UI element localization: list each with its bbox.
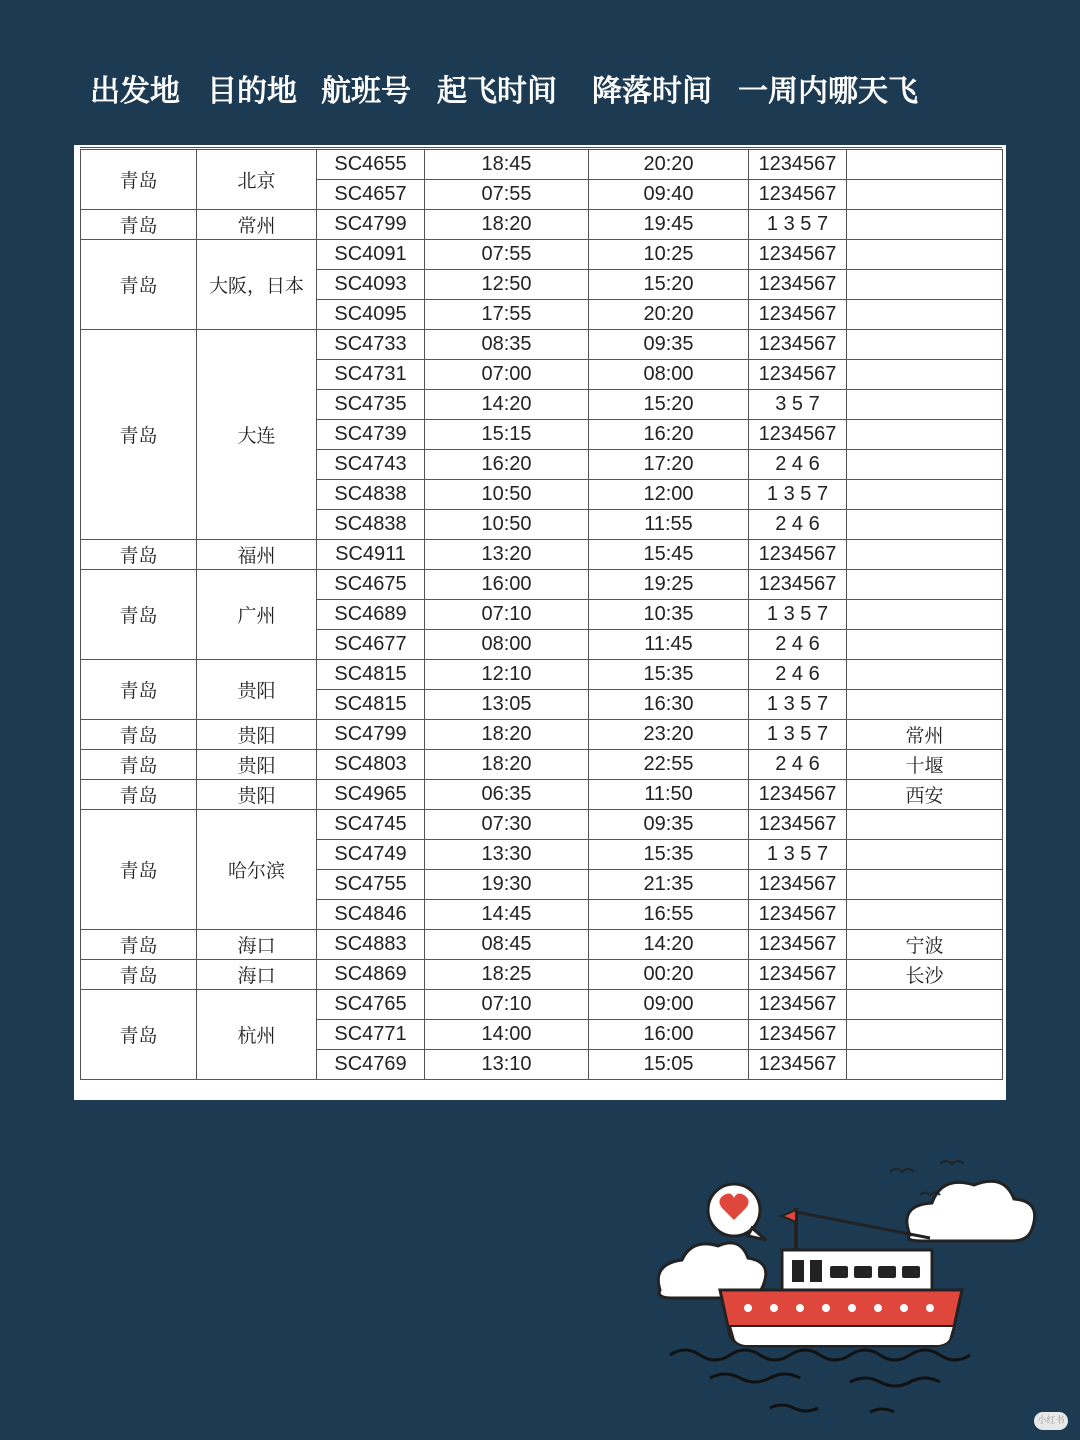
destination-cell: 大阪，日本	[197, 240, 317, 330]
origin-cell: 青岛	[81, 540, 197, 570]
via-stop-cell	[847, 540, 1003, 570]
departure-time-cell: 13:10	[425, 1050, 589, 1080]
weekdays-cell: 1 3 5 7	[749, 690, 847, 720]
table-row	[81, 210, 1003, 240]
weekdays-cell: 1234567	[749, 570, 847, 600]
weekdays-cell: 1234567	[749, 990, 847, 1020]
origin-cell: 青岛	[81, 570, 197, 660]
arrival-time-cell: 19:45	[589, 210, 749, 240]
destination-cell: 海口	[197, 960, 317, 990]
sheet-top-rule	[80, 147, 1002, 148]
via-stop-cell	[847, 870, 1003, 900]
weekdays-cell: 1234567	[749, 540, 847, 570]
table-row	[81, 570, 1003, 600]
departure-time-cell: 10:50	[425, 480, 589, 510]
via-stop-cell	[847, 450, 1003, 480]
arrival-time-cell: 15:05	[589, 1050, 749, 1080]
departure-time-cell: 08:00	[425, 630, 589, 660]
weekdays-cell: 1234567	[749, 900, 847, 930]
via-stop-cell: 宁波	[847, 930, 1003, 960]
origin-cell: 青岛	[81, 150, 197, 210]
weekdays-cell: 1234567	[749, 180, 847, 210]
schedule-sheet	[74, 145, 1006, 1100]
departure-time-cell: 10:50	[425, 510, 589, 540]
flight-number-cell: SC4838	[317, 510, 425, 540]
arrival-time-cell: 09:40	[589, 180, 749, 210]
via-stop-cell	[847, 360, 1003, 390]
table-row	[81, 990, 1003, 1020]
flight-number-cell: SC4735	[317, 390, 425, 420]
via-stop-cell	[847, 150, 1003, 180]
flight-number-cell: SC4689	[317, 600, 425, 630]
origin-cell: 青岛	[81, 750, 197, 780]
departure-time-cell: 18:20	[425, 720, 589, 750]
arrival-time-cell: 20:20	[589, 300, 749, 330]
departure-time-cell: 08:35	[425, 330, 589, 360]
table-row	[81, 330, 1003, 360]
departure-time-cell: 14:00	[425, 1020, 589, 1050]
origin-cell: 青岛	[81, 240, 197, 330]
via-stop-cell: 西安	[847, 780, 1003, 810]
boat-illustration-icon	[640, 1150, 1060, 1430]
weekdays-cell: 1 3 5 7	[749, 210, 847, 240]
departure-time-cell: 12:10	[425, 660, 589, 690]
flight-number-cell: SC4799	[317, 210, 425, 240]
flight-number-cell: SC4799	[317, 720, 425, 750]
via-stop-cell	[847, 210, 1003, 240]
destination-cell: 大连	[197, 330, 317, 540]
arrival-time-cell: 00:20	[589, 960, 749, 990]
via-stop-cell	[847, 480, 1003, 510]
flight-number-cell: SC4803	[317, 750, 425, 780]
weekdays-cell: 1234567	[749, 1020, 847, 1050]
weekdays-cell: 2 4 6	[749, 660, 847, 690]
flight-number-cell: SC4838	[317, 480, 425, 510]
via-stop-cell	[847, 510, 1003, 540]
weekdays-cell: 1234567	[749, 1050, 847, 1080]
flight-number-cell: SC4869	[317, 960, 425, 990]
flight-number-cell: SC4677	[317, 630, 425, 660]
via-stop-cell: 常州	[847, 720, 1003, 750]
flight-number-cell: SC4731	[317, 360, 425, 390]
destination-cell: 海口	[197, 930, 317, 960]
weekdays-cell: 1234567	[749, 780, 847, 810]
arrival-time-cell: 15:20	[589, 390, 749, 420]
origin-cell: 青岛	[81, 810, 197, 930]
departure-time-cell: 14:45	[425, 900, 589, 930]
via-stop-cell	[847, 900, 1003, 930]
origin-cell: 青岛	[81, 930, 197, 960]
arrival-time-cell: 22:55	[589, 750, 749, 780]
flight-number-cell: SC4815	[317, 660, 425, 690]
destination-cell: 贵阳	[197, 750, 317, 780]
flight-number-cell: SC4743	[317, 450, 425, 480]
arrival-time-cell: 09:35	[589, 810, 749, 840]
departure-time-cell: 19:30	[425, 870, 589, 900]
weekdays-cell: 2 4 6	[749, 750, 847, 780]
via-stop-cell	[847, 1050, 1003, 1080]
table-row	[81, 720, 1003, 750]
watermark-badge: 小红书	[1034, 1412, 1068, 1430]
flight-number-cell: SC4769	[317, 1050, 425, 1080]
departure-time-cell: 18:45	[425, 150, 589, 180]
departure-time-cell: 13:05	[425, 690, 589, 720]
flight-number-cell: SC4745	[317, 810, 425, 840]
destination-cell: 贵阳	[197, 720, 317, 750]
table-row	[81, 780, 1003, 810]
departure-time-cell: 07:10	[425, 600, 589, 630]
table-row	[81, 660, 1003, 690]
destination-cell: 常州	[197, 210, 317, 240]
arrival-time-cell: 15:45	[589, 540, 749, 570]
weekdays-cell: 1234567	[749, 870, 847, 900]
via-stop-cell	[847, 570, 1003, 600]
table-row	[81, 750, 1003, 780]
flight-number-cell: SC4965	[317, 780, 425, 810]
via-stop-cell	[847, 810, 1003, 840]
via-stop-cell	[847, 1020, 1003, 1050]
arrival-time-cell: 16:55	[589, 900, 749, 930]
arrival-time-cell: 16:30	[589, 690, 749, 720]
arrival-time-cell: 16:20	[589, 420, 749, 450]
destination-cell: 广州	[197, 570, 317, 660]
flight-number-cell: SC4091	[317, 240, 425, 270]
via-stop-cell	[847, 630, 1003, 660]
via-stop-cell	[847, 600, 1003, 630]
weekdays-cell: 2 4 6	[749, 450, 847, 480]
origin-cell: 青岛	[81, 330, 197, 540]
arrival-time-cell: 20:20	[589, 150, 749, 180]
destination-cell: 哈尔滨	[197, 810, 317, 930]
flight-number-cell: SC4657	[317, 180, 425, 210]
arrival-time-cell: 11:55	[589, 510, 749, 540]
via-stop-cell	[847, 300, 1003, 330]
flight-number-cell: SC4883	[317, 930, 425, 960]
departure-time-cell: 18:20	[425, 210, 589, 240]
destination-cell: 北京	[197, 150, 317, 210]
departure-time-cell: 07:30	[425, 810, 589, 840]
table-row	[81, 810, 1003, 840]
arrival-time-cell: 21:35	[589, 870, 749, 900]
weekdays-cell: 3 5 7	[749, 390, 847, 420]
via-stop-cell	[847, 690, 1003, 720]
arrival-time-cell: 12:00	[589, 480, 749, 510]
via-stop-cell: 十堰	[847, 750, 1003, 780]
flight-number-cell: SC4093	[317, 270, 425, 300]
header-departure: 起飞时间	[437, 74, 557, 109]
flight-number-cell: SC4755	[317, 870, 425, 900]
flight-number-cell: SC4846	[317, 900, 425, 930]
flight-schedule-table	[80, 149, 1003, 1080]
origin-cell: 青岛	[81, 720, 197, 750]
flight-number-cell: SC4655	[317, 150, 425, 180]
departure-time-cell: 07:55	[425, 240, 589, 270]
bird-icon	[940, 1161, 964, 1164]
flight-number-cell: SC4765	[317, 990, 425, 1020]
flight-number-cell: SC4095	[317, 300, 425, 330]
departure-time-cell: 12:50	[425, 270, 589, 300]
arrival-time-cell: 15:20	[589, 270, 749, 300]
departure-time-cell: 18:25	[425, 960, 589, 990]
arrival-time-cell: 17:20	[589, 450, 749, 480]
departure-time-cell: 07:10	[425, 990, 589, 1020]
flight-number-cell: SC4911	[317, 540, 425, 570]
destination-cell: 贵阳	[197, 660, 317, 720]
flight-number-cell: SC4815	[317, 690, 425, 720]
heart-bubble-icon	[708, 1184, 766, 1240]
weekdays-cell: 1234567	[749, 240, 847, 270]
departure-time-cell: 07:55	[425, 180, 589, 210]
weekdays-cell: 1234567	[749, 300, 847, 330]
via-stop-cell	[847, 990, 1003, 1020]
departure-time-cell: 13:20	[425, 540, 589, 570]
arrival-time-cell: 09:35	[589, 330, 749, 360]
departure-time-cell: 15:15	[425, 420, 589, 450]
destination-cell: 贵阳	[197, 780, 317, 810]
arrival-time-cell: 23:20	[589, 720, 749, 750]
flight-number-cell: SC4771	[317, 1020, 425, 1050]
arrival-time-cell: 16:00	[589, 1020, 749, 1050]
arrival-time-cell: 10:25	[589, 240, 749, 270]
via-stop-cell	[847, 660, 1003, 690]
weekdays-cell: 1234567	[749, 330, 847, 360]
arrival-time-cell: 10:35	[589, 600, 749, 630]
departure-time-cell: 16:00	[425, 570, 589, 600]
table-row	[81, 960, 1003, 990]
table-row	[81, 540, 1003, 570]
bird-icon	[890, 1169, 914, 1172]
weekdays-cell: 1 3 5 7	[749, 720, 847, 750]
departure-time-cell: 06:35	[425, 780, 589, 810]
departure-time-cell: 08:45	[425, 930, 589, 960]
header-origin: 出发地	[90, 74, 180, 109]
weekdays-cell: 1 3 5 7	[749, 840, 847, 870]
cloud-icon	[907, 1181, 1035, 1241]
origin-cell: 青岛	[81, 660, 197, 720]
weekdays-cell: 2 4 6	[749, 630, 847, 660]
via-stop-cell: 长沙	[847, 960, 1003, 990]
departure-time-cell: 14:20	[425, 390, 589, 420]
header-arrival: 降落时间	[592, 74, 712, 109]
header-flight-no: 航班号	[321, 74, 411, 109]
departure-time-cell: 07:00	[425, 360, 589, 390]
flight-number-cell: SC4675	[317, 570, 425, 600]
departure-time-cell: 17:55	[425, 300, 589, 330]
via-stop-cell	[847, 330, 1003, 360]
destination-cell: 福州	[197, 540, 317, 570]
via-stop-cell	[847, 840, 1003, 870]
weekdays-cell: 1234567	[749, 270, 847, 300]
via-stop-cell	[847, 180, 1003, 210]
table-row	[81, 150, 1003, 180]
flight-number-cell: SC4749	[317, 840, 425, 870]
destination-cell: 杭州	[197, 990, 317, 1080]
arrival-time-cell: 09:00	[589, 990, 749, 1020]
arrival-time-cell: 08:00	[589, 360, 749, 390]
origin-cell: 青岛	[81, 990, 197, 1080]
weekdays-cell: 1234567	[749, 960, 847, 990]
arrival-time-cell: 14:20	[589, 930, 749, 960]
arrival-time-cell: 11:50	[589, 780, 749, 810]
arrival-time-cell: 15:35	[589, 660, 749, 690]
departure-time-cell: 13:30	[425, 840, 589, 870]
arrival-time-cell: 19:25	[589, 570, 749, 600]
via-stop-cell	[847, 270, 1003, 300]
via-stop-cell	[847, 420, 1003, 450]
table-row	[81, 930, 1003, 960]
via-stop-cell	[847, 240, 1003, 270]
header-destination: 目的地	[207, 74, 297, 109]
arrival-time-cell: 15:35	[589, 840, 749, 870]
via-stop-cell	[847, 390, 1003, 420]
header-weekdays: 一周内哪天飞	[738, 74, 918, 109]
flight-number-cell: SC4739	[317, 420, 425, 450]
weekdays-cell: 1234567	[749, 420, 847, 450]
weekdays-cell: 2 4 6	[749, 510, 847, 540]
origin-cell: 青岛	[81, 780, 197, 810]
table-row	[81, 240, 1003, 270]
departure-time-cell: 18:20	[425, 750, 589, 780]
arrival-time-cell: 11:45	[589, 630, 749, 660]
weekdays-cell: 1 3 5 7	[749, 600, 847, 630]
origin-cell: 青岛	[81, 210, 197, 240]
weekdays-cell: 1234567	[749, 360, 847, 390]
departure-time-cell: 16:20	[425, 450, 589, 480]
flight-number-cell: SC4733	[317, 330, 425, 360]
weekdays-cell: 1 3 5 7	[749, 480, 847, 510]
weekdays-cell: 1234567	[749, 810, 847, 840]
weekdays-cell: 1234567	[749, 150, 847, 180]
origin-cell: 青岛	[81, 960, 197, 990]
weekdays-cell: 1234567	[749, 930, 847, 960]
